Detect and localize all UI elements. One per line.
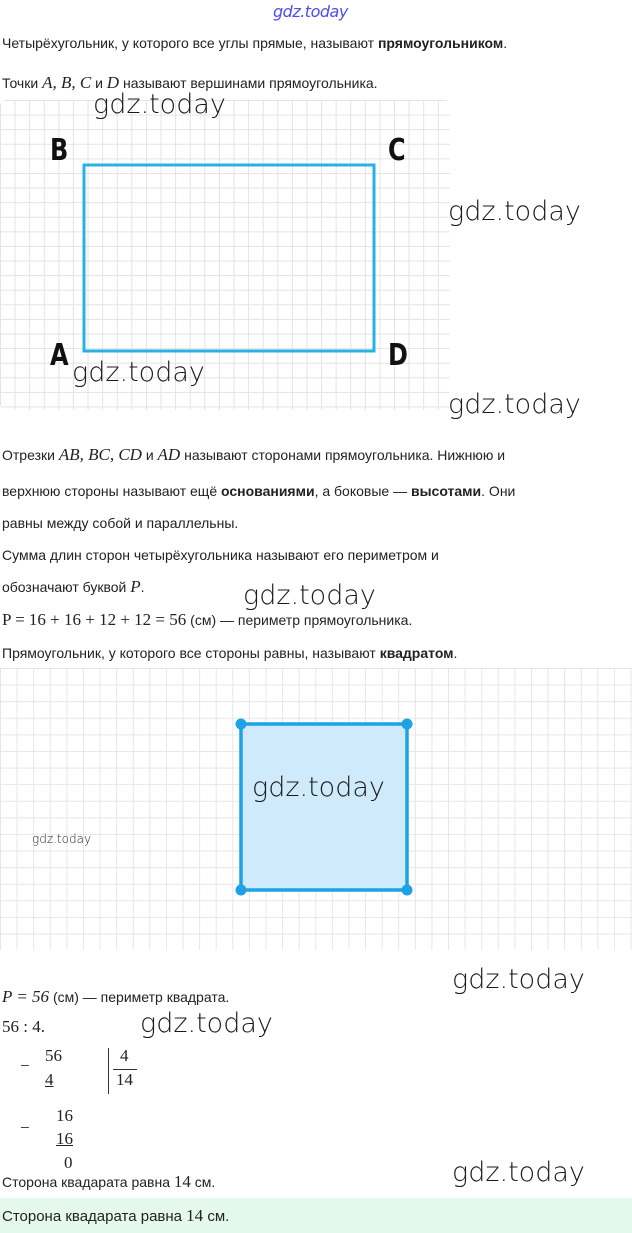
square-definition-text: Прямоугольник, у которого все стороны равны, называют	[2, 645, 380, 661]
square-perimeter-text: (см) — периметр квадрата.	[49, 989, 230, 1005]
division-expression: 56 : 4.	[2, 1017, 45, 1036]
perimeter-formula-math: P = 16 + 16 + 12 + 12 = 56	[2, 610, 187, 629]
sides-line-1	[2, 445, 505, 465]
side-result-unit: см.	[190, 1174, 216, 1190]
vertices-text-end: называют вершинами прямоугольника.	[119, 75, 378, 91]
sides-math: AB, BC, CD	[58, 445, 142, 464]
square-vertex-bottom-left	[236, 885, 247, 896]
first-remainder: 16	[56, 1106, 73, 1125]
watermark: gdz.today	[448, 389, 581, 420]
vertex-b-label: B	[50, 133, 69, 168]
square-vertex-bottom-right	[402, 885, 413, 896]
square-definition-end: .	[453, 645, 458, 661]
side-ad-math: AD	[157, 445, 181, 464]
side-result-math: 14	[173, 1172, 191, 1191]
definition-text-end: .	[503, 35, 508, 51]
perimeter-formula-text: (см) — периметр прямоугольника.	[186, 612, 413, 628]
perimeter-letter-math: P	[130, 577, 141, 596]
site-header-logo: gdz.today	[273, 2, 348, 21]
answer-unit: см.	[203, 1208, 230, 1225]
first-subtrahend: 4	[45, 1070, 54, 1089]
vertex-d-math: D	[106, 73, 120, 92]
definition-rectangle	[2, 33, 507, 53]
bases-text: верхнюю стороны называют ещё	[2, 483, 221, 499]
vertex-a-label: A	[50, 338, 69, 373]
sides-line-2	[2, 481, 515, 501]
term-bases: основаниями	[221, 483, 315, 499]
term-rectangle: прямоугольником	[377, 35, 504, 51]
second-subtrahend: 16	[56, 1129, 73, 1148]
vertex-c-label: C	[388, 133, 406, 168]
watermark: gdz.today	[93, 89, 226, 120]
answer-math: 14	[186, 1206, 204, 1225]
final-remainder: 0	[64, 1153, 73, 1172]
sides-text: Отрезки	[2, 447, 59, 463]
watermark: gdz.today	[452, 964, 585, 995]
square-vertex-top-left	[236, 719, 247, 730]
watermark: gdz.today	[32, 832, 92, 846]
perimeter-letter-end: .	[140, 579, 145, 595]
perimeter-letter-text: обозначают буквой	[2, 579, 131, 595]
side-result	[2, 1172, 215, 1192]
rectangle-shape	[84, 165, 374, 351]
square-perimeter	[2, 987, 229, 1007]
vertices-math: A, B, C	[42, 73, 92, 92]
vertex-d-label: D	[388, 338, 408, 373]
minus-sign-1: −	[20, 1056, 30, 1075]
dividend: 56	[45, 1046, 62, 1065]
square-vertex-top-right	[402, 719, 413, 730]
divisor: 4	[120, 1046, 129, 1065]
long-division	[0, 1040, 160, 1172]
watermark: gdz.today	[72, 357, 205, 388]
watermark: gdz.today	[140, 1008, 273, 1039]
quotient: 14	[116, 1070, 133, 1089]
sides-line-3: равны между собой и параллельны.	[2, 515, 239, 531]
definition-text: Четырёхугольник, у которого все углы прямые, называют	[2, 35, 378, 51]
term-square: квадратом	[379, 645, 454, 661]
vertices-and: и	[91, 75, 107, 91]
watermark: gdz.today	[452, 1157, 585, 1188]
square-perimeter-math: P = 56	[2, 987, 50, 1006]
square-figure	[0, 668, 632, 950]
sides-and: и	[141, 447, 158, 463]
bases-text-end: . Они	[481, 483, 516, 499]
division-bar	[108, 1048, 109, 1094]
answer-text-start: Сторона квадарата равна	[2, 1208, 187, 1225]
bases-mid: , а боковые —	[314, 483, 411, 499]
rectangle-perimeter-formula	[2, 610, 412, 630]
watermark: gdz.today	[252, 772, 385, 803]
watermark: gdz.today	[448, 196, 581, 227]
side-result-text: Сторона квадарата равна	[2, 1174, 174, 1190]
term-heights: высотами	[410, 483, 482, 499]
answer-text	[2, 1206, 229, 1227]
vertices-text: Точки	[2, 75, 43, 91]
square-shape	[241, 724, 407, 890]
perimeter-definition-2	[2, 577, 145, 597]
watermark: gdz.today	[243, 580, 376, 611]
minus-sign-2: −	[20, 1118, 30, 1137]
square-definition	[2, 643, 457, 663]
perimeter-definition-1: Сумма длин сторон четырёхугольника называют его периметром и	[2, 547, 439, 563]
sides-text-end: называют сторонами прямоугольника. Нижнюю и	[180, 447, 506, 463]
